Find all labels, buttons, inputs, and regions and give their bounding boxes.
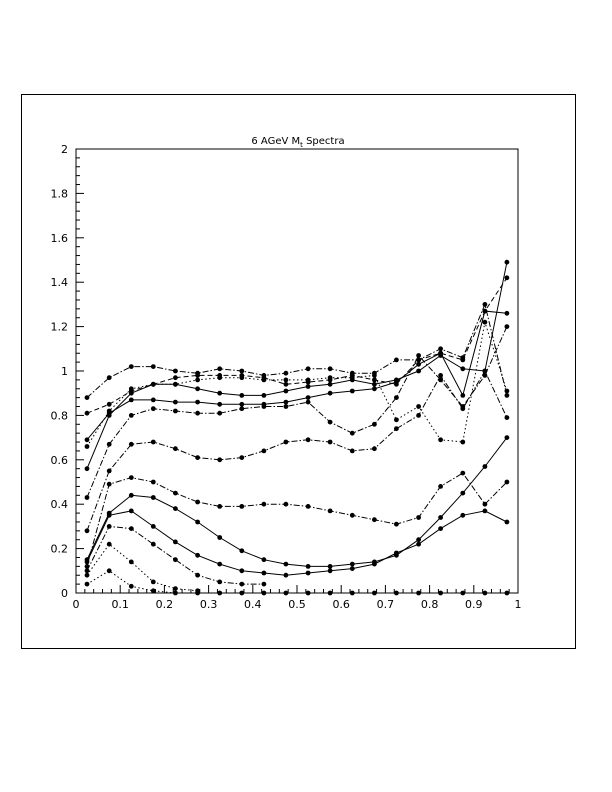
data-point: [129, 475, 134, 480]
data-point: [438, 591, 443, 596]
data-point: [151, 398, 156, 403]
data-point: [262, 571, 267, 576]
data-point: [350, 562, 355, 567]
data-point: [107, 513, 112, 518]
data-point: [85, 568, 90, 573]
data-point: [350, 378, 355, 383]
data-point: [372, 446, 377, 451]
data-point: [107, 375, 112, 380]
data-point: [284, 382, 289, 387]
data-point: [416, 362, 421, 367]
data-point: [350, 591, 355, 596]
data-point: [107, 442, 112, 447]
data-point: [151, 495, 156, 500]
data-point: [460, 491, 465, 496]
data-point: [107, 524, 112, 529]
chart-title-subscript: t: [300, 141, 303, 149]
data-point: [151, 406, 156, 411]
y-tick-label: 0.4: [50, 498, 68, 512]
data-point: [217, 535, 222, 540]
data-point: [195, 553, 200, 558]
data-point: [328, 382, 333, 387]
data-point: [151, 542, 156, 547]
data-point: [195, 573, 200, 578]
series-line: [87, 438, 507, 567]
series-s9: [85, 435, 510, 569]
data-point: [173, 506, 178, 511]
y-tick-label: 1.6: [50, 231, 68, 245]
x-tick-label: 0.1: [111, 598, 129, 611]
data-point: [107, 469, 112, 474]
data-point: [505, 311, 510, 316]
data-point: [306, 504, 311, 509]
data-point: [438, 515, 443, 520]
data-point: [438, 526, 443, 531]
data-point: [239, 375, 244, 380]
series-s5: [85, 260, 510, 471]
data-point: [372, 562, 377, 567]
data-point: [483, 302, 488, 307]
data-point: [438, 353, 443, 358]
data-point: [107, 568, 112, 573]
data-point: [350, 389, 355, 394]
data-point: [173, 382, 178, 387]
data-point: [350, 449, 355, 454]
data-point: [262, 557, 267, 562]
chart-title-main: 6 AGeV M: [251, 136, 301, 147]
data-point: [217, 411, 222, 416]
data-point: [129, 386, 134, 391]
data-point: [284, 573, 289, 578]
chart-title-suffix: Spectra: [302, 136, 345, 147]
data-point: [416, 369, 421, 374]
data-point: [505, 591, 510, 596]
data-point: [195, 500, 200, 505]
data-point: [483, 309, 488, 314]
data-point: [438, 437, 443, 442]
series-line: [87, 278, 507, 413]
series-line: [87, 311, 507, 440]
data-point: [372, 517, 377, 522]
data-point: [85, 573, 90, 578]
data-point: [129, 526, 134, 531]
data-point: [483, 320, 488, 325]
data-point: [394, 551, 399, 556]
axes-group: [51, 143, 522, 611]
data-point: [416, 404, 421, 409]
data-point: [394, 426, 399, 431]
y-tick-label: 0.2: [50, 542, 68, 556]
data-point: [239, 504, 244, 509]
data-point: [217, 591, 222, 596]
data-point: [483, 369, 488, 374]
data-point: [173, 491, 178, 496]
y-tick-label: 1: [61, 365, 68, 378]
data-point: [151, 588, 156, 593]
data-point: [284, 591, 289, 596]
data-point: [328, 509, 333, 514]
data-point: [129, 509, 134, 514]
data-point: [239, 369, 244, 374]
data-point: [151, 382, 156, 387]
data-point: [505, 415, 510, 420]
data-point: [306, 437, 311, 442]
data-point: [505, 260, 510, 265]
series-layer: [85, 260, 510, 596]
series-s8: [85, 471, 510, 569]
series-s12: [85, 542, 200, 593]
data-point: [483, 591, 488, 596]
data-point: [460, 591, 465, 596]
data-point: [438, 484, 443, 489]
data-point: [284, 502, 289, 507]
x-tick-label: 0.5: [288, 598, 306, 611]
data-point: [129, 391, 134, 396]
x-tick-label: 0.7: [376, 598, 395, 611]
data-point: [328, 564, 333, 569]
data-point: [394, 591, 399, 596]
data-point: [262, 582, 267, 587]
series-s11: [85, 524, 267, 586]
data-point: [195, 455, 200, 460]
data-point: [328, 440, 333, 445]
data-point: [372, 382, 377, 387]
data-point: [460, 440, 465, 445]
data-point: [284, 400, 289, 405]
data-point: [107, 542, 112, 547]
data-point: [328, 568, 333, 573]
series-line: [87, 544, 198, 591]
data-point: [416, 413, 421, 418]
data-point: [262, 404, 267, 409]
data-point: [107, 409, 112, 414]
data-point: [350, 431, 355, 436]
data-point: [173, 586, 178, 591]
data-point: [483, 509, 488, 514]
data-point: [372, 386, 377, 391]
series-s10: [85, 509, 510, 578]
data-point: [262, 502, 267, 507]
data-point: [107, 402, 112, 407]
data-point: [217, 402, 222, 407]
x-tick-label: 0.9: [465, 598, 483, 611]
data-point: [151, 580, 156, 585]
data-point: [262, 393, 267, 398]
data-point: [217, 366, 222, 371]
data-point: [438, 373, 443, 378]
data-point: [350, 513, 355, 518]
data-point: [328, 391, 333, 396]
data-point: [262, 591, 267, 596]
data-point: [85, 582, 90, 587]
x-tick-label: 1: [514, 598, 522, 611]
data-point: [173, 540, 178, 545]
data-point: [438, 346, 443, 351]
data-point: [239, 591, 244, 596]
data-point: [173, 375, 178, 380]
data-point: [85, 560, 90, 565]
data-point: [129, 442, 134, 447]
data-point: [195, 400, 200, 405]
data-point: [505, 389, 510, 394]
series-s7: [85, 369, 510, 534]
data-point: [416, 591, 421, 596]
data-point: [239, 393, 244, 398]
data-point: [394, 378, 399, 383]
data-point: [505, 480, 510, 485]
data-point: [328, 591, 333, 596]
data-point: [85, 411, 90, 416]
data-point: [306, 591, 311, 596]
data-point: [151, 480, 156, 485]
data-point: [284, 378, 289, 383]
data-point: [460, 366, 465, 371]
data-point: [460, 393, 465, 398]
data-point: [239, 402, 244, 407]
x-tick-label: 0: [72, 598, 80, 611]
data-point: [394, 395, 399, 400]
data-point: [262, 449, 267, 454]
data-point: [107, 482, 112, 487]
data-point: [195, 378, 200, 383]
y-tick-label: 2: [61, 143, 68, 156]
data-point: [85, 444, 90, 449]
data-point: [372, 422, 377, 427]
data-point: [173, 409, 178, 414]
data-point: [151, 524, 156, 529]
data-point: [460, 471, 465, 476]
data-point: [195, 591, 200, 596]
data-point: [195, 520, 200, 525]
data-point: [306, 366, 311, 371]
x-tick-label: 0.6: [332, 598, 350, 611]
data-point: [505, 324, 510, 329]
data-point: [239, 455, 244, 460]
series-line: [87, 327, 507, 498]
data-point: [85, 466, 90, 471]
y-tick-label: 1.4: [50, 276, 68, 290]
data-point: [372, 591, 377, 596]
data-point: [217, 580, 222, 585]
series-s2: [85, 275, 510, 415]
data-point: [350, 566, 355, 571]
data-point: [129, 398, 134, 403]
data-point: [483, 502, 488, 507]
data-point: [217, 562, 222, 567]
series-s4: [85, 320, 510, 449]
data-point: [173, 591, 178, 596]
data-point: [328, 366, 333, 371]
data-point: [284, 440, 289, 445]
data-point: [195, 373, 200, 378]
data-point: [394, 358, 399, 363]
y-tick-label: 0.6: [50, 453, 68, 467]
data-point: [394, 417, 399, 422]
x-tick-label: 0.8: [420, 598, 439, 611]
data-point: [372, 373, 377, 378]
data-point: [328, 375, 333, 380]
data-point: [394, 522, 399, 527]
data-point: [416, 353, 421, 358]
y-tick-label: 0.8: [50, 409, 68, 423]
data-point: [173, 557, 178, 562]
chart-title: [251, 136, 344, 149]
data-point: [217, 375, 222, 380]
data-point: [505, 435, 510, 440]
data-point: [173, 400, 178, 405]
data-point: [217, 457, 222, 462]
data-point: [129, 584, 134, 589]
data-point: [306, 400, 311, 405]
data-point: [129, 364, 134, 369]
data-point: [483, 464, 488, 469]
data-point: [460, 513, 465, 518]
data-point: [416, 542, 421, 547]
data-point: [239, 406, 244, 411]
data-point: [173, 446, 178, 451]
data-point: [306, 378, 311, 383]
data-point: [85, 495, 90, 500]
data-point: [195, 386, 200, 391]
data-point: [460, 358, 465, 363]
data-point: [217, 504, 222, 509]
data-point: [284, 389, 289, 394]
data-point: [306, 571, 311, 576]
data-point: [239, 582, 244, 587]
data-point: [416, 537, 421, 542]
data-point: [306, 384, 311, 389]
data-point: [306, 395, 311, 400]
data-point: [85, 437, 90, 442]
series-line: [87, 262, 507, 469]
data-point: [416, 515, 421, 520]
x-tick-label: 0.2: [155, 598, 174, 611]
data-point: [505, 520, 510, 525]
data-point: [460, 406, 465, 411]
data-point: [85, 395, 90, 400]
series-line: [87, 371, 507, 531]
data-point: [151, 440, 156, 445]
series-s6: [85, 324, 510, 500]
y-tick-label: 1.8: [50, 187, 68, 201]
data-point: [284, 371, 289, 376]
data-point: [306, 564, 311, 569]
x-tick-label: 0.3: [199, 598, 218, 611]
data-point: [85, 528, 90, 533]
data-point: [151, 364, 156, 369]
data-point: [262, 378, 267, 383]
data-point: [173, 369, 178, 374]
data-point: [284, 404, 289, 409]
series-line: [87, 473, 507, 566]
x-tick-label: 0.4: [244, 598, 262, 611]
data-point: [107, 413, 112, 418]
y-tick-label: 0: [61, 587, 68, 600]
data-point: [129, 493, 134, 498]
data-point: [129, 560, 134, 565]
data-point: [129, 413, 134, 418]
data-point: [284, 562, 289, 567]
series-s3: [85, 309, 510, 442]
data-point: [195, 411, 200, 416]
data-point: [505, 275, 510, 280]
series-line: [87, 526, 264, 584]
data-point: [505, 393, 510, 398]
data-point: [217, 391, 222, 396]
y-tick-label: 1.2: [50, 320, 68, 334]
data-point: [328, 420, 333, 425]
data-point: [239, 568, 244, 573]
data-point: [239, 548, 244, 553]
